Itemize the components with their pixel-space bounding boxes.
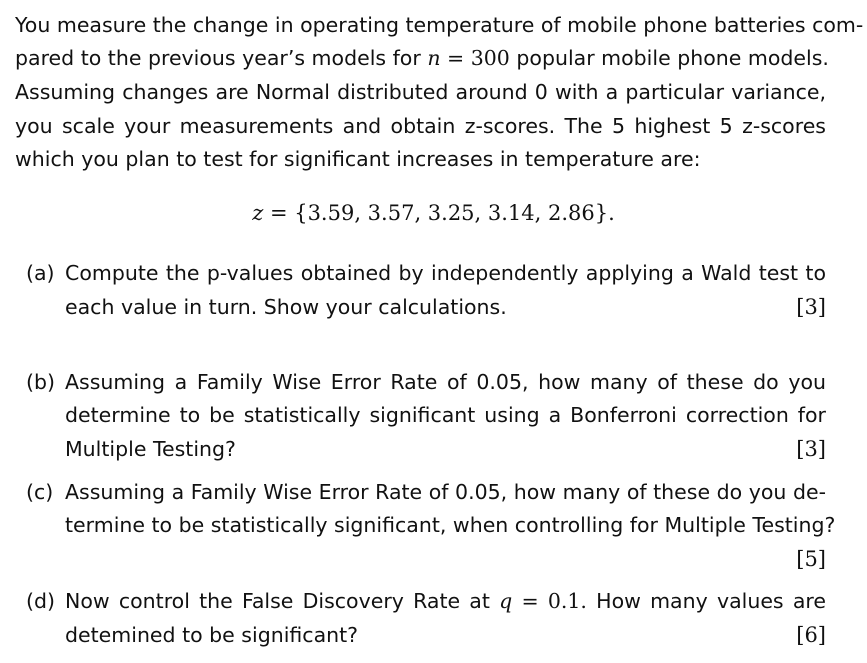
variable-q: q	[499, 589, 513, 613]
intro-line-5: which you plan to test for significant increases in temperature are:	[15, 147, 701, 171]
question-d-line-1-pre: Now control the False Discovery Rate at	[65, 589, 490, 613]
intro-line-4: you scale your measurements and obtain z-scores. The 5 highest 5 z-scores	[15, 114, 826, 138]
question-d-line-2: detemined to be significant?	[65, 623, 359, 647]
question-b-line-3: Multiple Testing?	[65, 437, 236, 461]
question-c-line-2: termine to be statistically significant, when controlling for Multiple Testing?	[65, 513, 836, 537]
question-a-line-2: each value in turn. Show your calculations.	[65, 295, 507, 319]
equation-body: = {3.59, 3.57, 3.25, 3.14, 2.86}.	[263, 201, 615, 225]
question-d-line-1-post: How many values are	[596, 589, 826, 613]
intro-line-1: You measure the change in operating temperature of mobile phone batteries com-	[15, 13, 864, 37]
marks-badge: [6]	[796, 623, 826, 647]
z-scores-equation	[0, 203, 867, 224]
question-b-line-2: determine to be statistically significant using a Bonferroni correction for	[65, 403, 826, 427]
question-b-line-1: Assuming a Family Wise Error Rate of 0.05, how many of these do you	[65, 370, 826, 394]
variable-n: n	[427, 46, 441, 70]
intro-line-2-pre: pared to the previous year’s models for	[15, 46, 421, 70]
intro-line-2	[15, 46, 829, 70]
intro-line-3: Assuming changes are Normal distributed around 0 with a particular variance,	[15, 80, 826, 104]
question-c-line-1: Assuming a Family Wise Error Rate of 0.05, how many of these do you de-	[65, 480, 826, 504]
q-value: = 0.1.	[512, 589, 587, 613]
variable-z: z	[252, 201, 264, 225]
question-a-line-1: Compute the p-values obtained by independently applying a Wald test to	[65, 261, 826, 285]
marks-badge: [5]	[796, 547, 826, 571]
n-value: = 300	[440, 46, 510, 70]
question-d-line-1	[65, 591, 826, 612]
question-label: (a)	[26, 261, 55, 285]
question-label: (d)	[26, 589, 56, 613]
question-label: (b)	[26, 370, 56, 394]
intro-line-2-post: popular mobile phone models.	[516, 46, 829, 70]
marks-badge: [3]	[796, 437, 826, 461]
question-label: (c)	[26, 480, 54, 504]
marks-badge: [3]	[796, 295, 826, 319]
